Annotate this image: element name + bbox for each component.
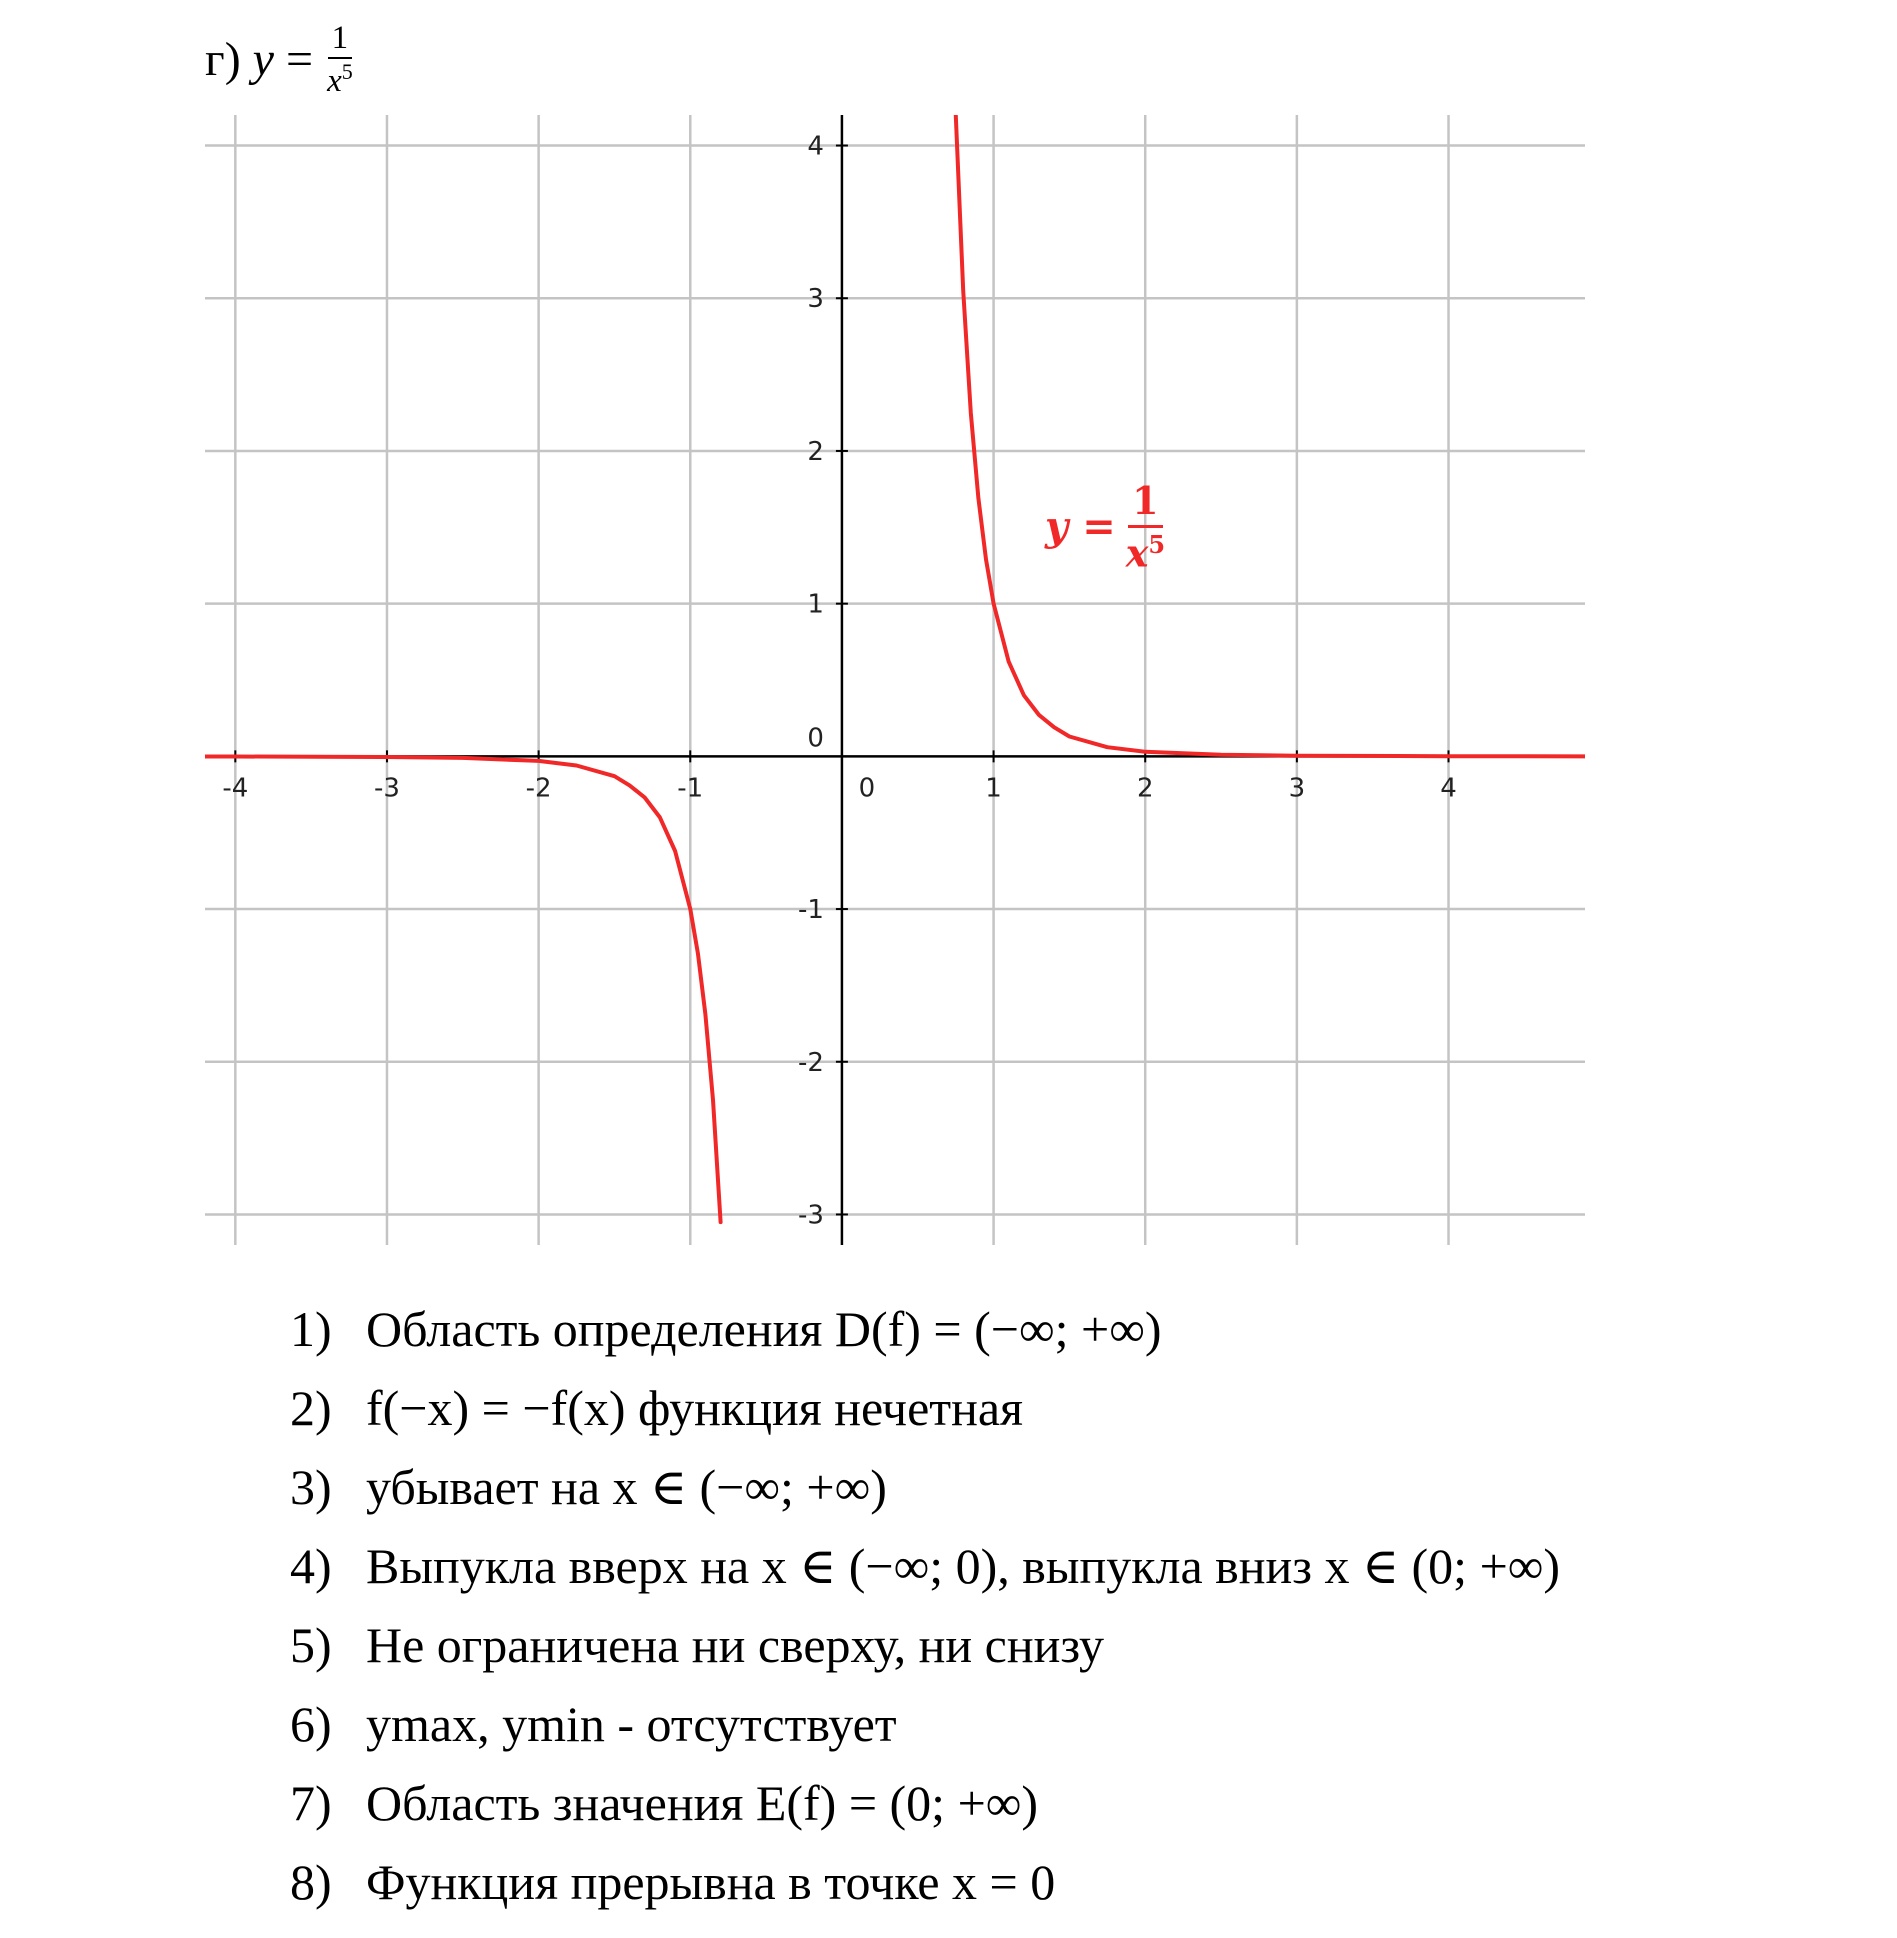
property-text: Область определения D(f) = (−∞; +∞) [366, 1301, 1162, 1357]
plot-grid [205, 115, 1585, 1245]
property-item [290, 1606, 1560, 1685]
curve-label-equals: = [1082, 503, 1116, 551]
property-item [290, 1764, 1560, 1843]
property-item [290, 1448, 1560, 1527]
property-number: 6) [290, 1696, 332, 1752]
property-item [290, 1685, 1560, 1764]
property-number: 4) [290, 1538, 332, 1594]
property-item [290, 1369, 1560, 1448]
heading-equals: = [285, 33, 314, 86]
property-item [290, 1527, 1560, 1606]
heading-fraction [327, 22, 353, 98]
curve-label-fraction [1126, 478, 1165, 576]
curve-branch-negative [205, 757, 721, 1223]
plot-curves [205, 105, 1585, 1222]
origin-label-y: 0 [807, 723, 824, 754]
x-tick-label: 4 [1440, 773, 1457, 804]
task-heading [205, 22, 353, 98]
y-tick-label: -2 [797, 1047, 824, 1078]
property-item [290, 1290, 1560, 1369]
property-number: 8) [290, 1854, 332, 1910]
task-letter: г) [205, 33, 241, 86]
property-number: 7) [290, 1775, 332, 1831]
x-tick-label: -3 [374, 773, 400, 804]
plot-ticks [222, 132, 1456, 1231]
curve-label-lhs: y [1045, 503, 1069, 551]
y-tick-label: 1 [807, 589, 824, 620]
y-tick-label: 2 [807, 436, 824, 467]
property-number: 1) [290, 1301, 332, 1357]
property-text: убывает на x ∈ (−∞; +∞) [366, 1459, 887, 1515]
y-tick-label: -1 [797, 895, 824, 926]
y-tick-label: -3 [797, 1200, 824, 1231]
heading-exponent: 5 [341, 59, 353, 84]
x-tick-label: -2 [525, 773, 552, 804]
property-text: Область значения E(f) = (0; +∞) [366, 1775, 1039, 1831]
function-plot [195, 105, 1595, 1255]
heading-denominator-base: x [327, 63, 342, 99]
properties-list [290, 1290, 1560, 1922]
curve-branch-positive [948, 105, 1585, 756]
origin-label-x: 0 [858, 773, 876, 804]
y-tick-label: 3 [807, 284, 824, 315]
property-text: Не ограничена ни сверху, ни снизу [366, 1617, 1105, 1673]
heading-lhs: y [252, 33, 274, 86]
x-tick-label: -1 [677, 773, 704, 804]
property-text: Функция прерывна в точке x = 0 [366, 1854, 1056, 1910]
curve-label-numerator: 1 [1128, 478, 1162, 528]
property-item [290, 1843, 1560, 1922]
heading-numerator: 1 [328, 22, 353, 59]
curve-label-denominator-base: x [1125, 530, 1149, 576]
x-tick-label: 3 [1288, 773, 1306, 804]
property-number: 3) [290, 1459, 332, 1515]
y-tick-label: 4 [807, 131, 824, 162]
plot-axes [205, 115, 1585, 1245]
property-text: Выпукла вверх на x ∈ (−∞; 0), выпукла вниз x ∈ (0; +∞) [366, 1538, 1561, 1594]
x-tick-label: 1 [985, 773, 1002, 804]
heading-denominator [327, 59, 353, 98]
curve-label-exponent: 5 [1148, 530, 1166, 559]
x-tick-label: -4 [222, 773, 249, 804]
curve-label-denominator [1126, 528, 1165, 576]
property-text: ymax, ymin - отсутствует [366, 1696, 897, 1752]
property-number: 2) [290, 1380, 332, 1436]
curve-label [1045, 478, 1165, 576]
property-number: 5) [290, 1617, 332, 1673]
x-tick-label: 2 [1136, 773, 1154, 804]
property-text: f(−x) = −f(x) функция нечетная [366, 1380, 1024, 1436]
